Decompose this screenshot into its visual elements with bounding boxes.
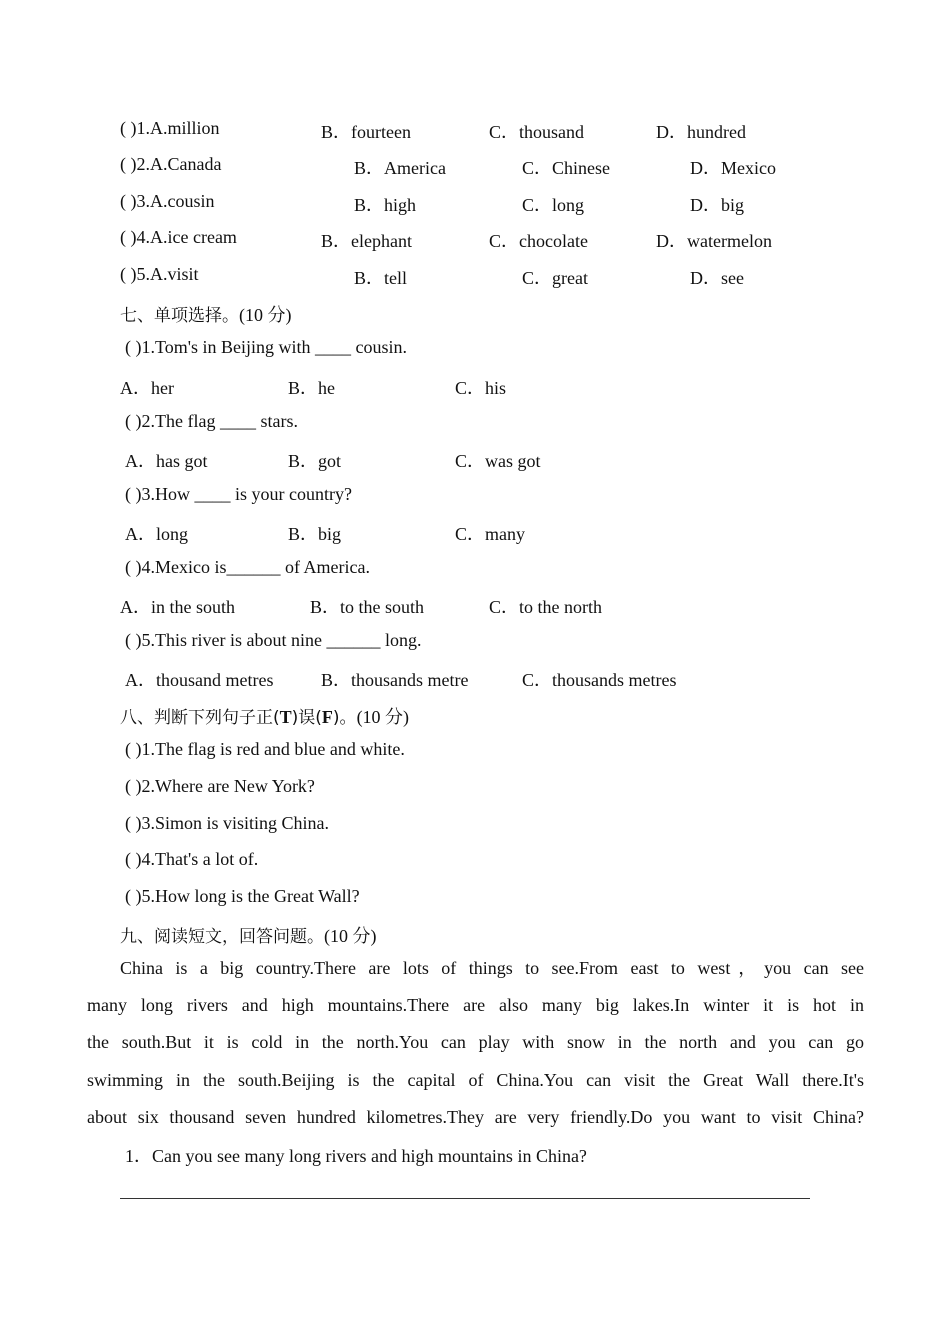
option-b: B．tell <box>354 268 407 288</box>
question-stem: ( )4.A.ice cream <box>120 227 237 247</box>
option-d: D．Mexico <box>690 158 776 178</box>
tf-item: ( )2.Where are New York? <box>125 776 315 796</box>
passage-line: China is a big country.There are lots of things to see.From east to west，you can see <box>120 958 864 978</box>
option-c: C．Chinese <box>522 158 610 178</box>
section8-heading: 八、判断下列句子正(T)误(F)。(10 分) <box>120 707 410 728</box>
question-stem: ( )3.A.cousin <box>120 191 215 211</box>
passage-line: about six thousand seven hundred kilometres.They are very friendly.Do you want to visit China? <box>87 1107 864 1127</box>
option-c: C．chocolate <box>489 231 588 251</box>
passage-line: the south.But it is cold in the north.You can play with snow in the north and you can go <box>87 1032 864 1052</box>
option-b: B．big <box>288 524 342 544</box>
option-d: D．big <box>690 195 744 215</box>
option-d: D．hundred <box>656 122 746 142</box>
section-score: (10 分) <box>239 305 292 325</box>
section7-heading <box>120 301 292 327</box>
question-stem: ( )1.A.million <box>120 118 220 138</box>
question-stem: ( )1.Tom's in Beijing with ____ cousin. <box>125 337 407 357</box>
question-stem: ( )4.Mexico is______ of America. <box>125 557 370 577</box>
passage-line: swimming in the south.Beijing is the capital of China.You can visit the Great Wall there.It's <box>87 1070 864 1090</box>
tf-item: ( )5.How long is the Great Wall? <box>125 886 360 906</box>
option-b: B．he <box>288 378 335 398</box>
option-a: A．long <box>125 524 188 544</box>
tf-item: ( )4.That's a lot of. <box>125 849 259 869</box>
question-stem: ( )2.The flag ____ stars. <box>125 411 298 431</box>
question-stem: ( )5.This river is about nine ______ long. <box>125 630 422 650</box>
option-b: B．to the south <box>310 597 425 617</box>
section-title: 九、阅读短文，回答问题。 <box>120 927 324 947</box>
option-a: A．thousand metres <box>125 670 274 690</box>
option-c: C．thousand <box>489 122 585 142</box>
section-score: (10 分) <box>356 707 410 727</box>
option-b: B．fourteen <box>321 122 411 142</box>
answer-line[interactable] <box>120 1198 810 1199</box>
question-stem: ( )2.A.Canada <box>120 154 222 174</box>
option-a: A．in the south <box>120 597 235 617</box>
section-title: 七、单项选择。 <box>120 306 239 326</box>
option-b: B．thousands metre <box>321 670 469 690</box>
question-stem: ( )3.How ____ is your country? <box>125 484 352 504</box>
option-b: B．high <box>354 195 417 215</box>
option-b: B．got <box>288 451 342 471</box>
option-a: A．her <box>120 378 174 398</box>
option-c: C．thousands metres <box>522 670 677 690</box>
question-stem: ( )5.A.visit <box>120 264 199 284</box>
option-a: A．has got <box>125 451 208 471</box>
option-c: C．long <box>522 195 585 215</box>
section9-heading <box>120 922 377 948</box>
reading-question-1: 1．Can you see many long rivers and high mountains in China? <box>125 1146 587 1166</box>
section-score: (10 分) <box>324 926 377 946</box>
option-c: C．many <box>455 524 525 544</box>
passage-line: many long rivers and high mountains.There are also many big lakes.In winter it is hot in <box>87 995 864 1015</box>
option-c: C．to the north <box>489 597 602 617</box>
option-b: B．elephant <box>321 231 412 251</box>
option-d: D．see <box>690 268 744 288</box>
option-b: B．America <box>354 158 446 178</box>
option-c: C．was got <box>455 451 541 471</box>
tf-item: ( )3.Simon is visiting China. <box>125 813 330 833</box>
section-title: 八、判断下列句子正( <box>120 708 280 728</box>
option-d: D．watermelon <box>656 231 772 251</box>
option-c: C．great <box>522 268 588 288</box>
tf-item: ( )1.The flag is red and blue and white. <box>125 739 405 759</box>
option-c: C．his <box>455 378 507 398</box>
